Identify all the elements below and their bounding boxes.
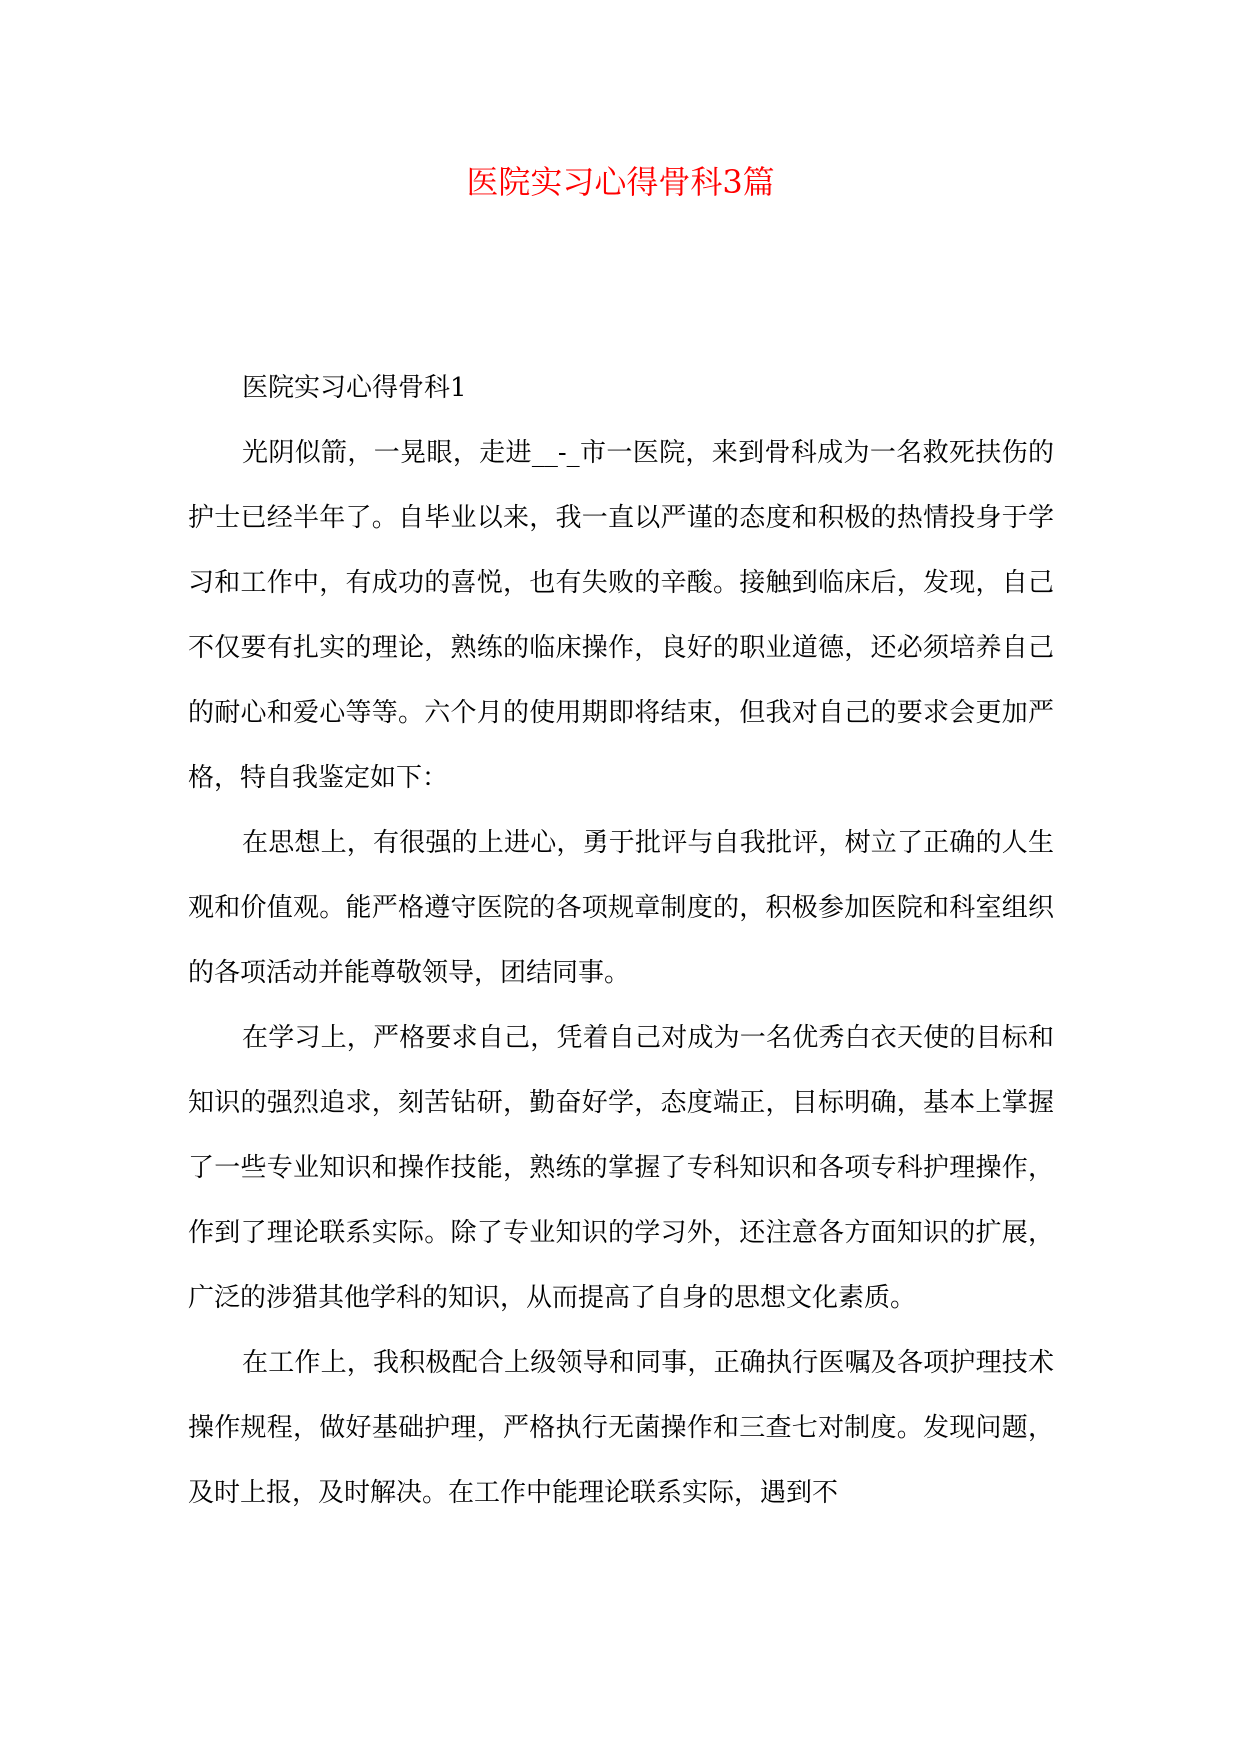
document-title: 医院实习心得骨科3篇 [466,163,775,201]
section-heading: 医院实习心得骨科1 [242,373,467,403]
paragraph-2: 在思想上，有很强的上进心，勇于批评与自我批评，树立了正确的人生观和价值观。能严格遵守医院的各项规章制度的，积极参加医院和科室组织的各项活动并能尊敬领导，团结同事。 [188,828,1054,988]
paragraph-3: 在学习上，严格要求自己，凭着自己对成为一名优秀白衣天使的目标和知识的强烈追求，刻苦钻研，勤奋好学，态度端正，目标明确，基本上掌握了一些专业知识和操作技能，熟练的掌握了专科知识和各项专科护理操作，作到了理论联系实际。除了专业知识的学习外，还注意各方面知识的扩展，广泛的涉猎其他学科的知识，从而提高了自身的思想文化素质。 [188,1023,1054,1313]
document-body [188,356,1054,1526]
paragraph-1: 光阴似箭，一晃眼，走进__-_市一医院，来到骨科成为一名救死扶伤的护士已经半年了。自毕业以来，我一直以严谨的态度和积极的热情投身于学习和工作中，有成功的喜悦，也有失败的辛酸。接触到临床后，发现，自己不仅要有扎实的理论，熟练的临床操作，良好的职业道德，还必须培养自己的耐心和爱心等等。六个月的使用期即将结束，但我对自己的要求会更加严格，特自我鉴定如下： [188,438,1054,793]
paragraph-4: 在工作上，我积极配合上级领导和同事，正确执行医嘱及各项护理技术操作规程，做好基础护理，严格执行无菌操作和三查七对制度。发现问题，及时上报，及时解决。在工作中能理论联系实际，遇到不 [188,1348,1054,1508]
